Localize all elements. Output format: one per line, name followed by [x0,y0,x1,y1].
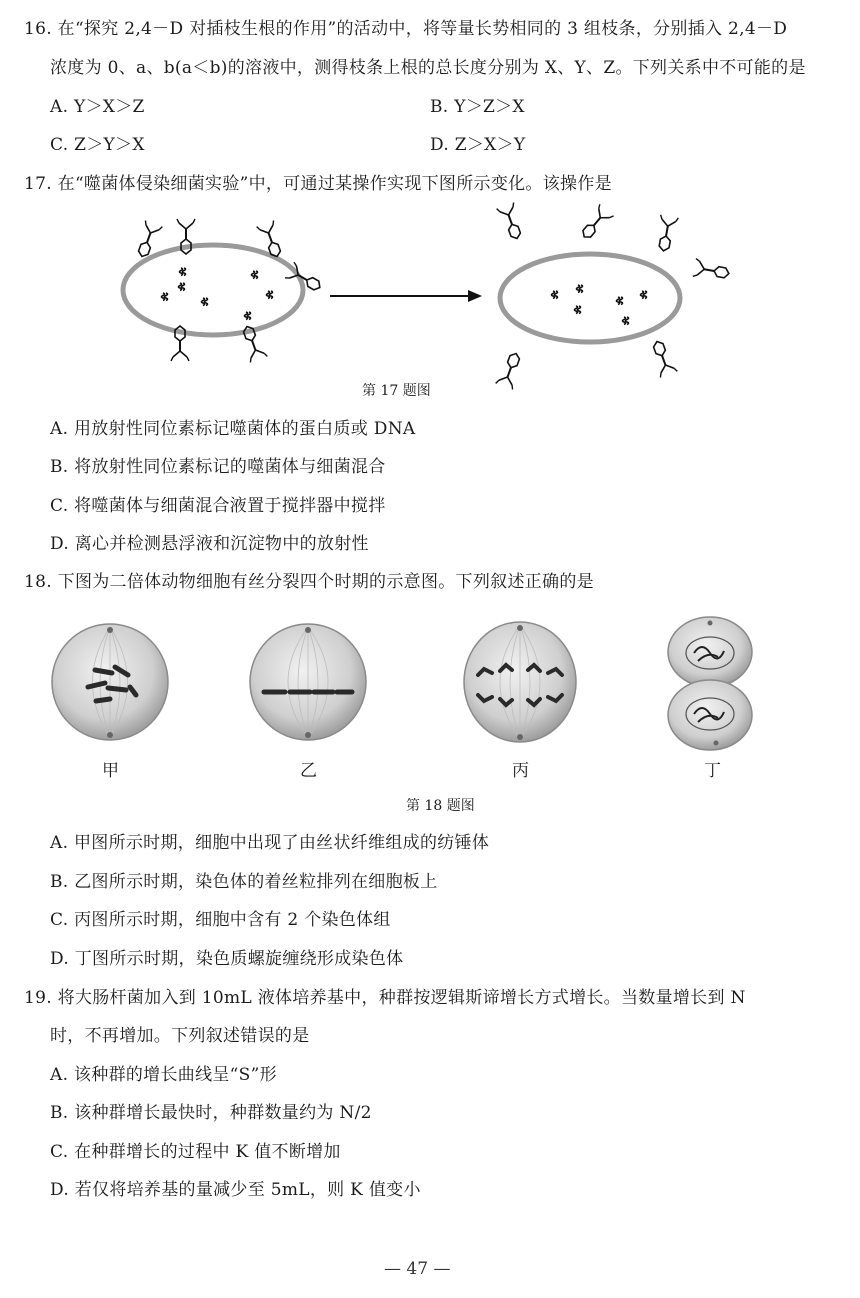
q18-option-b: B. 乙图所示时期，染色体的着丝粒排列在细胞板上 [50,872,438,892]
q16-option-a: A. Y＞X＞Z [50,97,145,117]
q19-option-b: B. 该种群增长最快时，种群数量约为 N/2 [50,1103,372,1123]
process-arrow [330,290,482,302]
cell-ding-telophase [668,617,752,750]
cell-label-bing: 丙 [512,761,529,781]
cell-label-jia: 甲 [102,761,119,781]
q19-stem-line1: 19. 将大肠杆菌加入到 10mL 液体培养基中，种群按逻辑斯谛增长方式增长。当数量增长到 N [24,988,746,1008]
page-number: — 47 — [384,1259,451,1279]
q18-option-a: A. 甲图所示时期，细胞中出现了由丝状纤维组成的纺锤体 [50,833,490,853]
cell-bing-anaphase [464,622,576,742]
q17-option-a: A. 用放射性同位素标记噬菌体的蛋白质或 DNA [50,419,416,439]
q17-figure [0,210,860,380]
bacterium-with-attached-phages [123,219,324,363]
q17-option-c: C. 将噬菌体与细菌混合液置于搅拌器中搅拌 [50,496,386,516]
q16-stem-line1: 16. 在“探究 2,4－D 对插枝生根的作用”的活动中，将等量长势相同的 3 组枝条，分别插入 2,4－D [24,19,788,39]
q18-caption: 第 18 题图 [406,798,475,814]
q17-option-b: B. 将放射性同位素标记的噬菌体与细菌混合 [50,457,386,477]
q19-stem-line2: 时，不再增加。下列叙述错误的是 [50,1026,310,1046]
cell-yi-metaphase [250,624,366,740]
q16-option-c: C. Z＞Y＞X [50,135,145,155]
q16-stem-line2: 浓度为 0、a、b(a＜b)的溶液中，测得枝条上根的总长度分别为 X、Y、Z。下列关系中不可能的是 [50,58,806,78]
q18-option-d: D. 丁图所示时期，染色质螺旋缠绕形成染色体 [50,949,404,969]
q19-option-a: A. 该种群的增长曲线呈“S”形 [50,1065,277,1085]
q16-option-b: B. Y＞Z＞X [430,97,525,117]
q19-option-c: C. 在种群增长的过程中 K 值不断增加 [50,1142,341,1162]
cell-label-yi: 乙 [300,761,317,781]
q18-figure [0,615,860,755]
q17-option-d: D. 离心并检测悬浮液和沉淀物中的放射性 [50,534,369,554]
q18-option-c: C. 丙图所示时期，细胞中含有 2 个染色体组 [50,910,391,930]
cell-label-ding: 丁 [704,761,721,781]
q19-option-d: D. 若仅将培养基的量减少至 5mL，则 K 值变小 [50,1180,421,1200]
cell-jia-prophase [52,624,168,740]
q17-stem: 17. 在“噬菌体侵染细菌实验”中，可通过某操作实现下图所示变化。该操作是 [24,174,612,194]
bacterium-with-detached-phages [496,202,731,389]
q18-stem: 18. 下图为二倍体动物细胞有丝分裂四个时期的示意图。下列叙述正确的是 [24,572,594,592]
q16-option-d: D. Z＞X＞Y [430,135,526,155]
q17-caption: 第 17 题图 [362,383,431,399]
